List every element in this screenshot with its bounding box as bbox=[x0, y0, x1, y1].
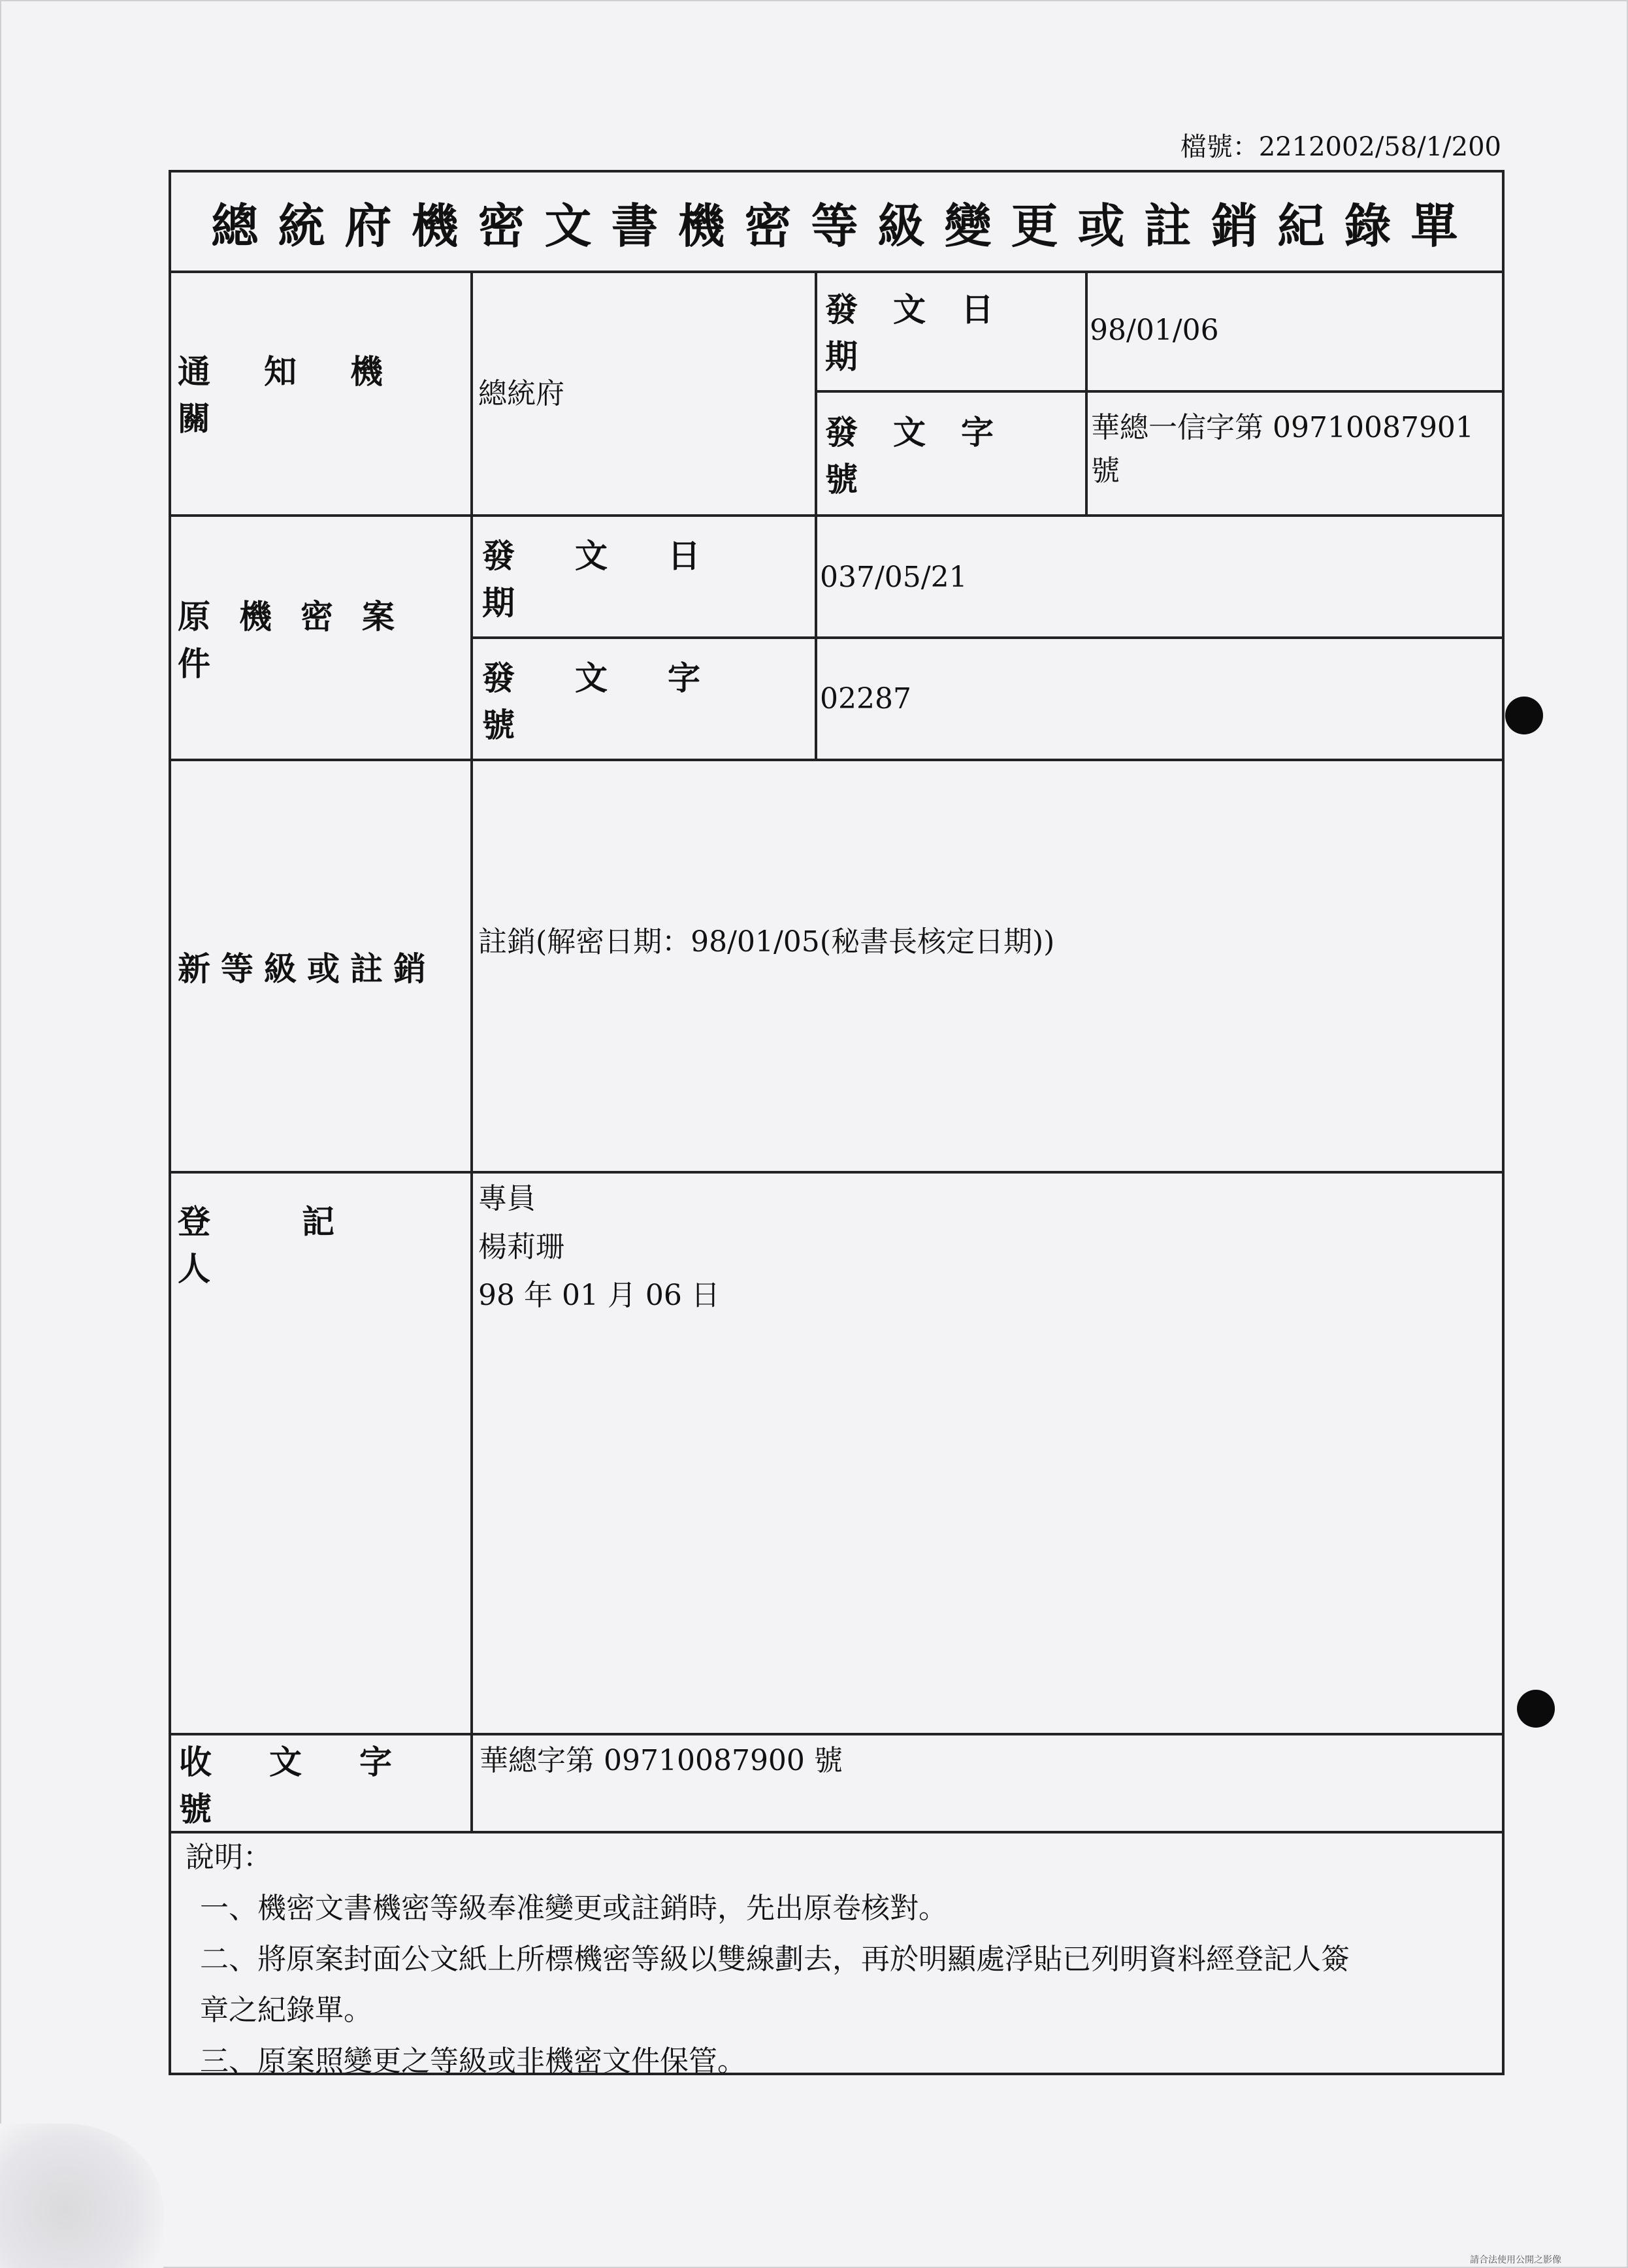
registrar-name: 楊莉珊 bbox=[478, 1230, 564, 1264]
issue-number-line: 號 bbox=[1091, 454, 1120, 487]
note-item-continued: 章之紀錄單。 bbox=[200, 1994, 372, 2027]
registrar-details bbox=[478, 1175, 720, 1320]
original-issue-number-label: 發文字號 bbox=[482, 658, 760, 744]
label-text: 通知機關 bbox=[178, 352, 436, 438]
file-number: 檔號：2212002/58/1/200 bbox=[1180, 132, 1501, 162]
binder-hole bbox=[1517, 1690, 1555, 1728]
notifying-issue-number-value bbox=[1091, 406, 1474, 493]
page-title: 總統府機密文書機密等級變更或註銷紀錄單 bbox=[211, 198, 1478, 254]
notifying-issue-number-label: 發文字號 bbox=[825, 413, 1029, 499]
registrar-title: 專員 bbox=[478, 1182, 536, 1215]
receipt-number-label: 收文字號 bbox=[179, 1743, 449, 1828]
original-issue-number-value: 02287 bbox=[820, 682, 911, 715]
footer-note: 請合法使用公開之影像 bbox=[1470, 2255, 1561, 2265]
note-item: 三、原案照變更之等級或非機密文件保管。 bbox=[200, 2045, 746, 2078]
rule bbox=[1085, 271, 1088, 514]
notifying-agency-value: 總統府 bbox=[478, 377, 564, 410]
rule bbox=[171, 1171, 1502, 1174]
new-level-label: 新等級或註銷 bbox=[178, 949, 436, 988]
notifying-agency-label bbox=[171, 271, 470, 514]
notifying-issue-date-label: 發文日期 bbox=[825, 289, 1029, 376]
note-item: 一、機密文書機密等級奉准變更或註銷時，先出原卷核對。 bbox=[200, 1892, 947, 1925]
registrar-date: 98 年 01 月 06 日 bbox=[478, 1279, 720, 1312]
binder-hole bbox=[1505, 697, 1543, 734]
note-item: 二、將原案封面公文紙上所標機密等級以雙線劃去，再於明顯處浮貼已列明資料經登記人簽 bbox=[200, 1943, 1350, 1976]
notes-heading: 說明： bbox=[186, 1841, 272, 1874]
original-issue-date-label: 發文日期 bbox=[482, 536, 760, 622]
rule bbox=[470, 271, 473, 1831]
notifying-issue-date-value: 98/01/06 bbox=[1090, 314, 1219, 347]
receipt-number-value: 華總字第 09710087900 號 bbox=[480, 1744, 843, 1777]
record-form bbox=[169, 170, 1505, 2078]
issue-number-line: 華總一信字第 09710087901 bbox=[1091, 411, 1474, 444]
original-issue-date-value: 037/05/21 bbox=[820, 561, 968, 594]
original-case-label: 原機密案件 bbox=[178, 597, 423, 683]
new-level-value: 註銷(解密日期：98/01/05(秘書長核定日期)) bbox=[478, 925, 1055, 959]
notes-section bbox=[186, 1832, 1492, 2087]
registrar-label: 登記人 bbox=[178, 1202, 426, 1288]
rule bbox=[815, 514, 817, 759]
